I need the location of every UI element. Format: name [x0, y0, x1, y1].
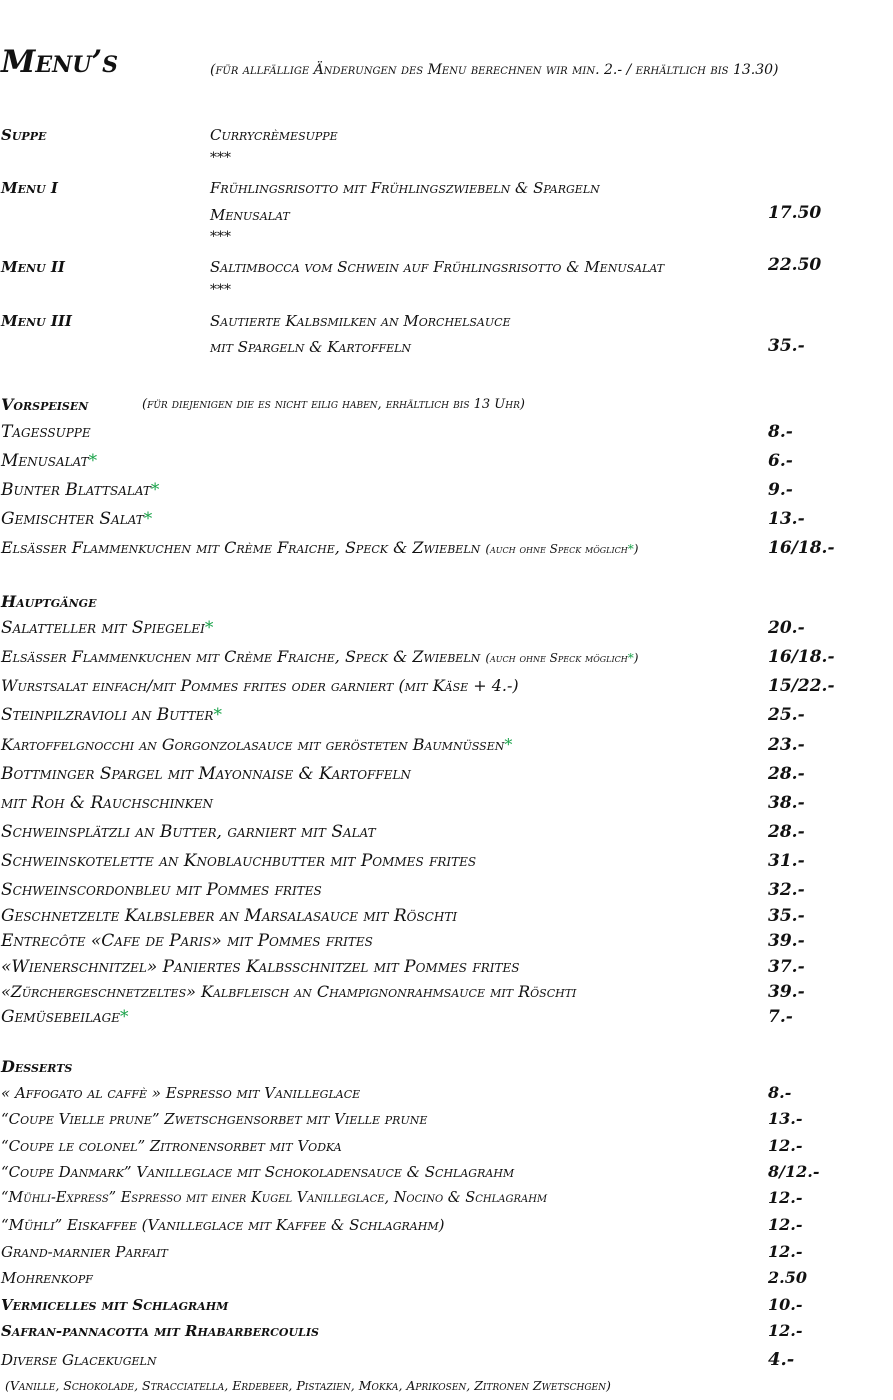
item-price: 7.- [768, 1007, 793, 1027]
item-price: 32.- [768, 880, 805, 900]
separator: *** [210, 282, 231, 298]
menu2-label: Menu II [1, 258, 65, 276]
menu1-line1: Frühlingsrisotto mit Frühlingszwiebeln & Spargeln [210, 179, 600, 197]
list-item: Schweinskotelette an Knoblauchbutter mit Pommes frites [1, 851, 477, 871]
suppe-desc: Currycrèmesuppe [210, 126, 338, 144]
menu3-line1: Sautierte Kalbsmilken an Morchelsauce [210, 312, 511, 330]
list-item: « Affogato al caffè » Espresso mit Vanilleglace [1, 1084, 361, 1102]
glace-note: (Vanille, Schokolade, Stracciatella, Erdebeer, Pistazien, Mokka, Aprikosen, Zitronen Zwetschgen) [5, 1378, 611, 1393]
list-item: Grand-marnier Parfait [1, 1243, 168, 1261]
list-item: Entrecôte «Cafe de Paris» mit Pommes frites [1, 931, 373, 951]
item-price: 12.- [768, 1188, 803, 1207]
item-price: 39.- [768, 931, 805, 951]
menu2-price: 22.50 [768, 255, 822, 275]
menu3-label: Menu III [1, 312, 72, 330]
item-price: 10.- [768, 1295, 803, 1314]
menu1-price: 17.50 [768, 203, 822, 223]
hauptgaenge-title: Hauptgänge [1, 592, 97, 611]
list-item: «Zürchergeschnetzeltes» Kalbfleisch an Champignonrahmsauce mit Röschti [1, 982, 577, 1001]
item-price: 37.- [768, 957, 805, 977]
item-price: 25.- [768, 705, 805, 725]
list-item: “Coupe le colonel” Zitronensorbet mit Vodka [1, 1137, 342, 1155]
list-item: Elsässer Flammenkuchen mit Crème Fraiche, Speck & Zwiebeln (auch ohne Speck möglich*) [1, 647, 639, 666]
page-title: Menu’s [1, 44, 119, 80]
list-item: Geschnetzelte Kalbsleber an Marsalasauce mit Röschti [1, 906, 458, 926]
separator: *** [210, 150, 231, 166]
menu2-desc: Saltimbocca vom Schwein auf Frühlingsrisotto & Menusalat [210, 258, 665, 276]
item-price: 9.- [768, 480, 793, 500]
item-price: 12.- [768, 1136, 803, 1155]
list-item: Bunter Blattsalat* [1, 480, 160, 500]
item-price: 8.- [768, 1083, 792, 1102]
list-item: “Coupe Danmark” Vanilleglace mit Schokoladensauce & Schlagrahm [1, 1163, 515, 1181]
item-price: 12.- [768, 1242, 803, 1261]
list-item: Gemischter Salat* [1, 509, 153, 529]
suppe-label: Suppe [1, 126, 47, 144]
list-item: Kartoffelgnocchi an Gorgonzolasauce mit gerösteten Baumnüssen* [1, 735, 513, 754]
item-price: 23.- [768, 735, 805, 755]
list-item: Wurstsalat einfach/mit Pommes frites oder garniert (mit Käse + 4.-) [1, 676, 519, 695]
list-item: «Wienerschnitzel» Paniertes Kalbsschnitzel mit Pommes frites [1, 957, 520, 977]
separator: *** [210, 229, 231, 245]
list-item: Salatteller mit Spiegelei* [1, 618, 214, 638]
item-price: 8/12.- [768, 1162, 820, 1181]
item-price: 8.- [768, 422, 793, 442]
item-price: 20.- [768, 618, 805, 638]
item-price: 13.- [768, 1109, 803, 1128]
menu1-label: Menu I [1, 179, 58, 197]
list-item: Mohrenkopf [1, 1269, 93, 1287]
item-price: 38.- [768, 793, 805, 813]
list-item: “Mühli” Eiskaffee (Vanilleglace mit Kaffee & Schlagrahm) [1, 1216, 445, 1234]
vorspeisen-title: Vorspeisen [1, 395, 89, 414]
item-price: 31.- [768, 851, 805, 871]
list-item: Diverse Glacekugeln [1, 1351, 157, 1369]
item-price: 12.- [768, 1321, 803, 1340]
vorspeisen-note: (für diejenigen die es nicht eilig haben, erhältlich bis 13 Uhr) [142, 397, 525, 412]
menu-note: (für allfällige Änderungen des Menu berechnen wir min. 2.- / erhältlich bis 13.30) [210, 62, 779, 78]
menu1-line2: Menusalat [210, 206, 290, 224]
item-price: 12.- [768, 1215, 803, 1234]
list-item: Gemüsebeilage* [1, 1007, 129, 1027]
item-price: 28.- [768, 822, 805, 842]
item-price: 28.- [768, 764, 805, 784]
menu3-line2: mit Spargeln & Kartoffeln [210, 338, 412, 356]
item-price: 16/18.- [768, 538, 835, 558]
list-item: Bottminger Spargel mit Mayonnaise & Kartoffeln [1, 764, 411, 784]
list-item: Menusalat* [1, 451, 98, 471]
item-price: 16/18.- [768, 647, 835, 667]
item-price: 13.- [768, 509, 805, 529]
list-item: Schweinscordonbleu mit Pommes frites [1, 880, 322, 900]
item-price: 4.- [768, 1349, 795, 1370]
list-item: Elsässer Flammenkuchen mit Crème Fraiche, Speck & Zwiebeln (auch ohne Speck möglich*) [1, 538, 639, 557]
list-item: Steinpilzravioli an Butter* [1, 705, 222, 725]
item-price: 39.- [768, 982, 805, 1002]
list-item: Tagessuppe [1, 422, 91, 442]
list-item: “Mühli-Express” Espresso mit einer Kugel Vanilleglace, Nocino & Schlagrahm [1, 1190, 548, 1206]
menu3-price: 35.- [768, 336, 805, 356]
item-price: 35.- [768, 906, 805, 926]
list-item: “Coupe Vielle prune” Zwetschgensorbet mit Vielle prune [1, 1110, 428, 1128]
item-price: 15/22.- [768, 676, 835, 696]
list-item: Schweinsplätzli an Butter, garniert mit Salat [1, 822, 376, 842]
list-item: Vermicelles mit Schlagrahm [1, 1296, 229, 1314]
list-item: mit Roh & Rauchschinken [1, 793, 214, 813]
list-item: Safran-pannacotta mit Rhabarbercoulis [1, 1322, 319, 1340]
item-price: 2.50 [768, 1268, 807, 1287]
desserts-title: Desserts [1, 1057, 73, 1076]
item-price: 6.- [768, 451, 793, 471]
